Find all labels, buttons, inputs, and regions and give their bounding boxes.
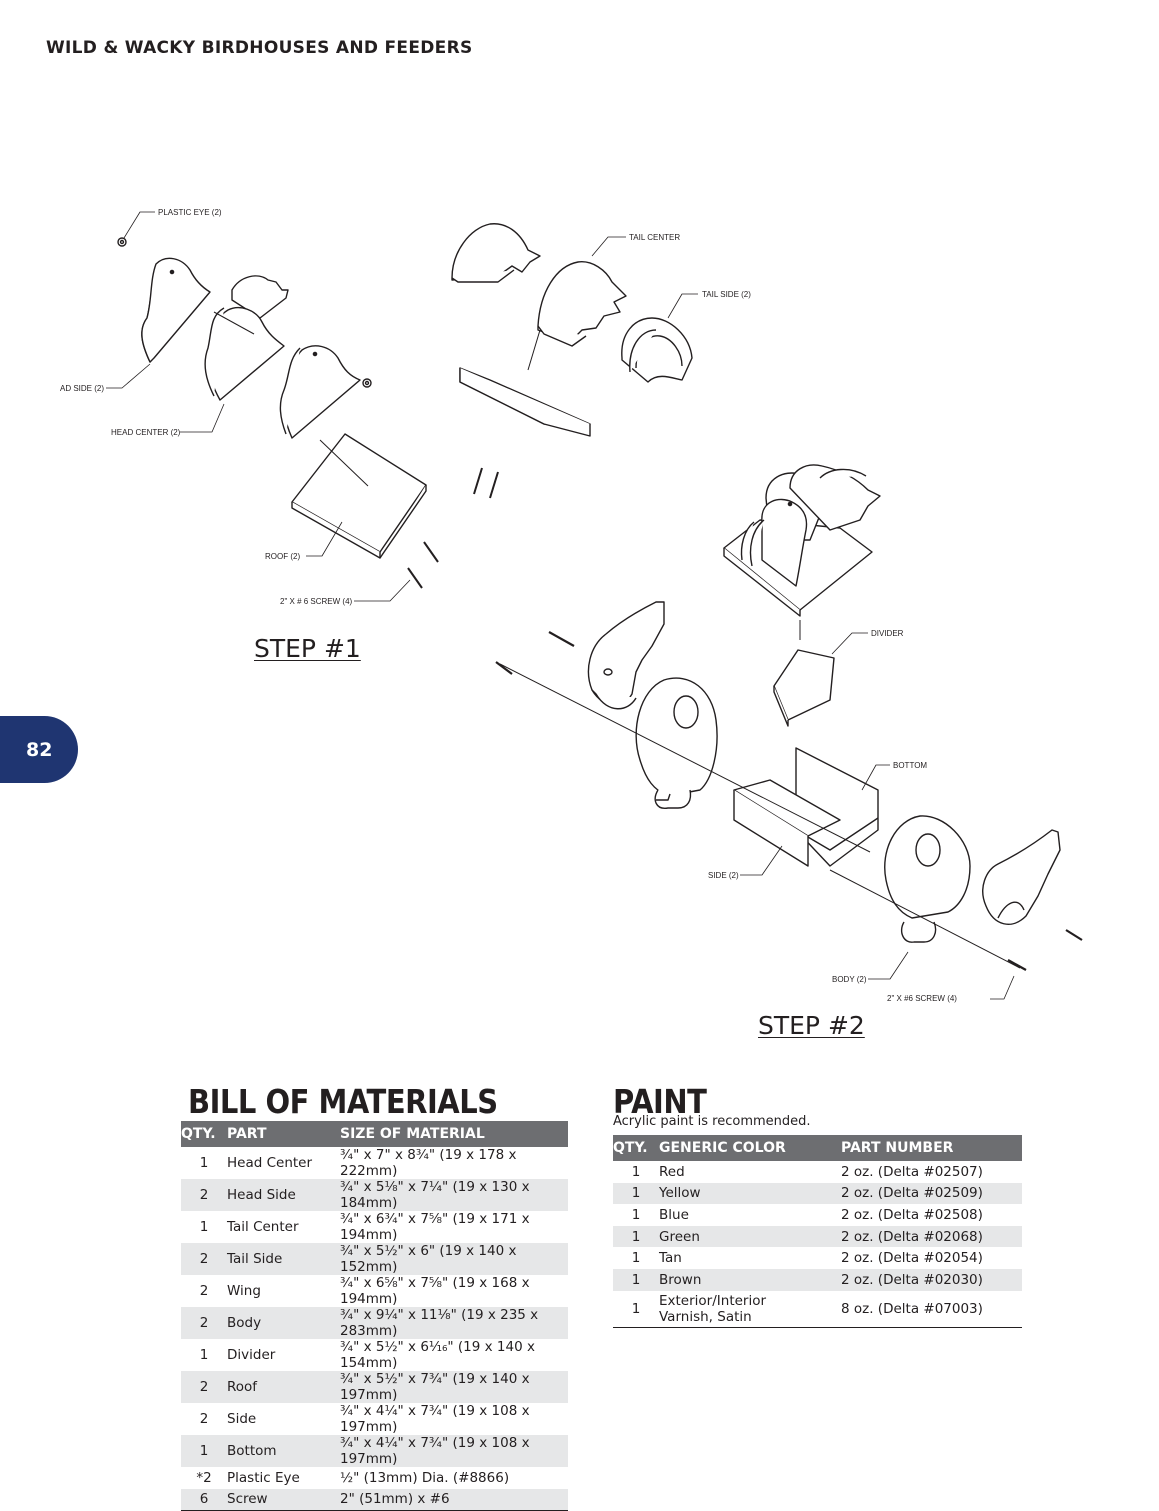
bom-cell-part: Head Side [227,1179,340,1211]
tail-side-part [452,224,540,282]
wing-part-2 [983,830,1060,924]
bom-cell-qty: 1 [199,1155,209,1171]
paint-cell-color: Brown [659,1269,841,1291]
bom-cell-qty: 1 [199,1347,209,1363]
head-side-part [142,258,210,362]
label-head-side: AD SIDE (2) [60,384,105,393]
bom-cell-part: Body [227,1307,340,1339]
label-body: BODY (2) [832,975,867,984]
bom-cell-part: Plastic Eye [227,1469,300,1486]
bom-cell-size: ¾" x 6¾" x 7⅝" (19 x 171 x 194mm) [340,1211,530,1243]
bom-row [181,1467,568,1489]
assembled-head-roof [724,465,880,616]
paint-cell-part-number: 2 oz. (Delta #02030) [841,1269,1022,1291]
bom-row [181,1147,568,1179]
paint-cell-qty: 1 [613,1226,659,1248]
paint-cell-color: Red [659,1163,685,1180]
bom-col-size: SIZE OF MATERIAL [340,1121,568,1147]
paint-header-row [613,1135,1022,1161]
bom-cell-part: Divider [227,1347,276,1363]
page-number: 82 [26,738,53,761]
bom-cell-part: Head Center [227,1155,313,1171]
bom-cell-size: 2" (51mm) x #6 [340,1489,568,1511]
label-plastic-eye: PLASTIC EYE (2) [158,208,222,217]
bom-cell-size: ¾" x 5½" x 6¹⁄₁₆" (19 x 140 x 154mm) [340,1339,535,1371]
paint-cell-qty: 1 [613,1291,659,1328]
paint-cell-qty: 1 [631,1250,641,1267]
roof-part [292,434,426,558]
bom-cell-part: Bottom [227,1435,340,1467]
bom-title: BILL OF MATERIALS [188,1082,498,1122]
paint-cell-part-number: 2 oz. (Delta #02068) [841,1226,1022,1248]
label-screw-step1: 2" X # 6 SCREW (4) [280,597,353,606]
bom-cell-qty: 2 [181,1371,227,1403]
label-tail-center: TAIL CENTER [629,233,681,242]
bom-row [181,1371,568,1403]
bom-cell-qty: 2 [199,1411,209,1427]
label-divider: DIVIDER [871,629,904,638]
bom-cell-size: ¾" x 5⅛" x 7¼" (19 x 130 x 184mm) [340,1179,568,1211]
bom-cell-size: ¾" x 7" x 8¾" (19 x 178 x 222mm) [340,1147,517,1179]
bom-cell-size: ¾" x 5½" x 6" (19 x 140 x 152mm) [340,1243,568,1275]
bom-table [181,1121,568,1511]
paint-row [613,1291,1022,1328]
bom-cell-size: ¾" x 6⅝" x 7⅝" (19 x 168 x 194mm) [340,1275,530,1307]
bom-cell-part: Tail Side [227,1243,340,1275]
paint-row [613,1204,1022,1226]
bom-row [181,1403,568,1435]
bom-cell-qty: 6 [181,1489,227,1511]
paint-row [613,1161,1022,1183]
paint-row [613,1183,1022,1205]
paint-cell-color: Green [659,1226,841,1248]
label-head-center: HEAD CENTER (2) [111,428,181,437]
paint-note: Acrylic paint is recommended. [613,1114,811,1129]
paint-cell-part-number: 2 oz. (Delta #02508) [841,1206,983,1223]
paint-cell-qty: 1 [631,1206,641,1223]
bom-cell-qty: 2 [181,1243,227,1275]
bom-row [181,1275,568,1307]
paint-cell-part-number: 2 oz. (Delta #02507) [841,1163,983,1180]
bom-cell-size: ¾" x 4¼" x 7¾" (19 x 108 x 197mm) [340,1435,568,1467]
bom-cell-part: Tail Center [227,1219,299,1235]
label-tail-side: TAIL SIDE (2) [702,290,751,299]
bom-cell-qty: 1 [199,1219,209,1235]
tail-base-part [460,368,590,436]
bom-cell-qty: 2 [181,1307,227,1339]
bom-cell-size: ¾" x 9¼" x 11⅛" (19 x 235 x 283mm) [340,1307,568,1339]
body-part-2 [885,816,970,942]
paint-col-color: GENERIC COLOR [659,1135,841,1161]
label-screw-step2: 2" X #6 SCREW (4) [887,994,957,1003]
paint-cell-color: Yellow [659,1183,841,1205]
body-part [636,678,717,808]
bom-row [181,1307,568,1339]
bom-cell-size: ¾" x 5½" x 7¾" (19 x 140 x 197mm) [340,1371,568,1403]
bom-cell-part: Roof [227,1371,340,1403]
label-bottom: BOTTOM [893,761,928,770]
paint-cell-color: Exterior/Interior Varnish, Satin [659,1291,841,1328]
paint-col-qty: QTY. [613,1135,659,1161]
bom-row [181,1435,568,1467]
paint-cell-qty: 1 [613,1183,659,1205]
bom-col-qty: QTY. [181,1121,227,1147]
label-side: SIDE (2) [708,871,739,880]
bom-row [181,1243,568,1275]
bom-cell-part: Wing [227,1283,261,1299]
bom-cell-size: ¾" x 4¼" x 7¾" (19 x 108 x 197mm) [340,1403,530,1435]
paint-table [613,1135,1022,1328]
paint-title: PAINT [613,1082,707,1122]
bom-cell-qty: 1 [181,1435,227,1467]
bom-cell-qty: 2 [181,1179,227,1211]
running-header: WILD & WACKY BIRDHOUSES AND FEEDERS [46,38,473,58]
bom-cell-size: ½" (13mm) Dia. (#8866) [340,1469,510,1486]
paint-row [613,1247,1022,1269]
tail-center-part [538,262,626,346]
step-2-label: STEP #2 [758,1011,865,1040]
head-side-part-2 [280,346,360,438]
bom-cell-part: Side [227,1411,257,1427]
bom-header-row [181,1121,568,1147]
step-1-label: STEP #1 [254,634,361,663]
paint-cell-part-number: 2 oz. (Delta #02054) [841,1250,983,1267]
label-roof: ROOF (2) [265,552,301,561]
paint-cell-part-number: 2 oz. (Delta #02509) [841,1183,1022,1205]
bom-row [181,1211,568,1243]
paint-cell-part-number: 8 oz. (Delta #07003) [841,1291,1022,1328]
bom-cell-part: Screw [227,1489,340,1511]
paint-cell-qty: 1 [631,1163,641,1180]
paint-cell-color: Tan [659,1250,682,1267]
paint-col-part-number: PART NUMBER [841,1135,1022,1161]
bom-row [181,1339,568,1371]
bom-cell-qty: 2 [199,1283,209,1299]
bom-row [181,1179,568,1211]
paint-row [613,1269,1022,1291]
paint-cell-color: Blue [659,1206,689,1223]
divider-part [774,650,834,726]
paint-cell-qty: 1 [613,1269,659,1291]
head-center-part [205,276,288,400]
bom-cell-qty: *2 [196,1469,212,1486]
tail-side-part-2 [622,318,692,382]
bom-col-part: PART [227,1121,340,1147]
paint-row [613,1226,1022,1248]
